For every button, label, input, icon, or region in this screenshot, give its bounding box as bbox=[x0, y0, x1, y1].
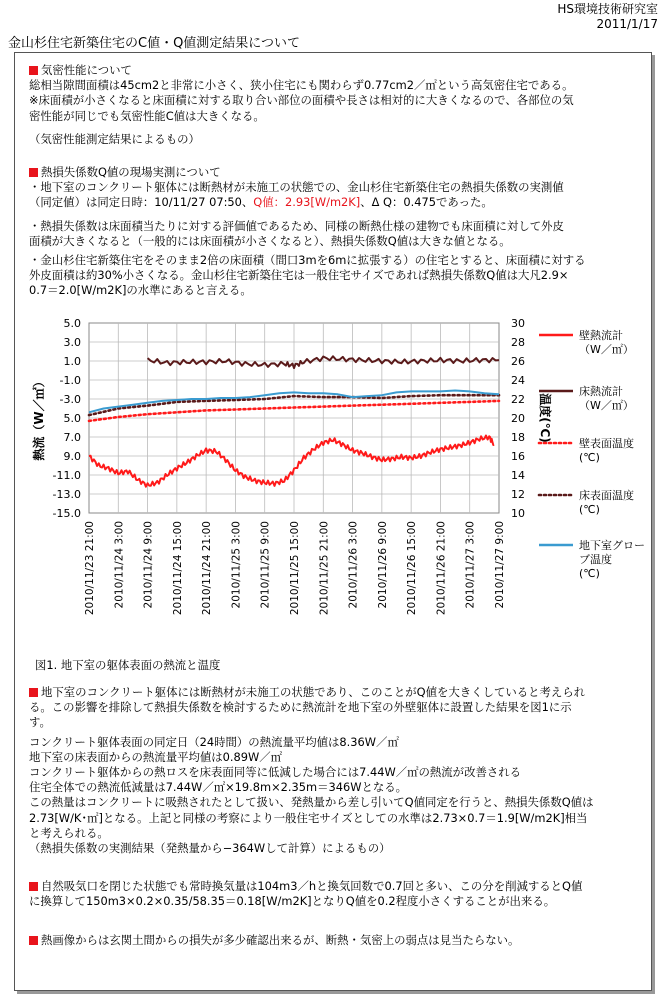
text-line: ・熱損失係数は床面積当たりに対する評価値であるため、同様の断熱仕様の建物でも床面積に対して外皮 bbox=[29, 218, 564, 233]
red-square-bullet-icon bbox=[29, 688, 38, 697]
header-meta bbox=[557, 2, 658, 32]
legend-label: 壁表面温度 bbox=[579, 437, 634, 450]
y-tick-label: 3.0 bbox=[63, 336, 81, 349]
text-line: 面積が大きくなると（一般的には床面積が小さくなると）、熱損失係数Q値は大きな値となる。 bbox=[29, 233, 511, 248]
legend-label: （W／㎡） bbox=[579, 399, 634, 412]
x-tick-label: 2010/11/24 3:00 bbox=[113, 521, 126, 609]
x-tick-label: 2010/11/24 15:00 bbox=[171, 521, 184, 616]
legend-label: (℃) bbox=[579, 451, 600, 464]
y2-tick-label: 16 bbox=[511, 450, 525, 463]
org-name: HS環境技術研究室 bbox=[557, 2, 658, 16]
text-line: コンクリート躯体からの熱ロスを床表面同等に低減した場合には7.44W／㎡の熱流が改善される bbox=[29, 765, 522, 780]
section-thermal-image bbox=[29, 933, 639, 948]
text-line: ・地下室のコンクリート躯体には断熱材が未施工の状態での、金山杉住宅新築住宅の熱損失係数の実測値 bbox=[29, 180, 564, 195]
legend-label: 床熱流計 bbox=[579, 385, 623, 398]
section-airtightness bbox=[29, 63, 639, 147]
legend-label: (℃) bbox=[579, 503, 600, 516]
y2-tick-label: 20 bbox=[511, 412, 525, 425]
legend-label: 床表面温度 bbox=[579, 489, 634, 502]
section-basement-concrete bbox=[29, 685, 639, 856]
y-axis-label: 熱流（W／㎡） bbox=[32, 375, 46, 461]
y2-tick-label: 22 bbox=[511, 393, 525, 406]
y2-tick-label: 28 bbox=[511, 336, 525, 349]
legend-label: （W／㎡） bbox=[579, 343, 634, 356]
y2-tick-label: 14 bbox=[511, 469, 525, 482]
y-tick-label: 5.0 bbox=[63, 412, 81, 425]
section-heading bbox=[29, 933, 639, 948]
heading-text: 熱損失係数Q値の現場実測について bbox=[41, 165, 221, 179]
legend-label: ブ温度 bbox=[579, 553, 612, 566]
x-tick-label: 2010/11/26 15:00 bbox=[406, 521, 419, 616]
text-line: に換算して150m3×0.2×0.35/58.35＝0.18[W/m2K]となりQ値を0.2程度小さくすることが出来る。 bbox=[29, 894, 556, 909]
section-heading bbox=[29, 685, 639, 700]
y-tick-label: 5.0 bbox=[63, 317, 81, 330]
text-line: 2.73[W/K･㎡]となる。上記と同様の考察により一般住宅サイズとしての水準は2.73×0.7＝1.9[W/m2K]相当 bbox=[29, 810, 588, 825]
doc-title: 金山杉住宅新築住宅のC値・Q値測定結果について bbox=[8, 36, 301, 51]
y-tick-label: 9.0 bbox=[63, 450, 81, 463]
figure-caption: 図1. 地下室の躯体表面の熱流と温度 bbox=[35, 658, 221, 672]
x-tick-label: 2010/11/24 21:00 bbox=[201, 521, 214, 616]
y2-tick-label: 10 bbox=[511, 507, 525, 520]
y-tick-label: -15.0 bbox=[52, 507, 81, 520]
y2-tick-label: 30 bbox=[511, 317, 525, 330]
text-line: （熱損失係数の実測結果（発熱量から−364Wして計算）によるもの） bbox=[29, 841, 391, 856]
x-tick-label: 2010/11/25 9:00 bbox=[259, 521, 272, 609]
y-tick-label: 1.0 bbox=[63, 355, 81, 368]
doc-date: 2011/1/17 bbox=[596, 17, 658, 31]
x-tick-label: 2010/11/26 9:00 bbox=[376, 521, 389, 609]
red-square-bullet-icon bbox=[29, 936, 38, 945]
section-ventilation bbox=[29, 879, 639, 909]
y-tick-label: -11.0 bbox=[52, 469, 81, 482]
text-line: 地下室の床表面からの熱流量平均値は0.89W／㎡ bbox=[29, 749, 283, 764]
y-tick-label: -13.0 bbox=[52, 488, 81, 501]
y2-tick-label: 24 bbox=[511, 374, 525, 387]
red-square-bullet-icon bbox=[29, 168, 38, 177]
text-line: この熱量はコンクリートに吸熱されたとして扱い、発熱量から差し引いてQ値同定を行うと、熱損失係数Q値は bbox=[29, 795, 594, 810]
y2-tick-label: 26 bbox=[511, 355, 525, 368]
x-tick-label: 2010/11/27 3:00 bbox=[464, 521, 477, 609]
red-square-bullet-icon bbox=[29, 882, 38, 891]
x-tick-label: 2010/11/25 21:00 bbox=[318, 521, 331, 616]
x-tick-label: 2010/11/25 3:00 bbox=[230, 521, 243, 609]
text-span: 、Δ Q：0.475であった。 bbox=[360, 195, 493, 210]
y2-tick-label: 12 bbox=[511, 488, 525, 501]
text-line: 住宅全体での熱流低減量は7.44W／㎡×19.8m×2.35m＝346Wとなる。 bbox=[29, 780, 408, 795]
section-heading bbox=[29, 879, 639, 894]
heading-text: 地下室のコンクリート躯体には断熱材が未施工の状態であり、このことがQ値を大きくしていると考えられ bbox=[41, 685, 586, 699]
section-q-value bbox=[29, 165, 639, 299]
text-line: ※床面積が小さくなると床面積に対する取り合い部位の面積や長さは相対的に大きくなるので、各部位の気 bbox=[29, 93, 574, 108]
text-line: ・金山杉住宅新築住宅をそのまま2倍の床面積（間口3mを6mに拡張する）の住宅とすると、床面積に対する bbox=[29, 253, 586, 268]
x-tick-label: 2010/11/27 9:00 bbox=[494, 521, 506, 609]
y-tick-label: -1.0 bbox=[59, 374, 81, 387]
text-line: す。 bbox=[29, 715, 51, 730]
heat-flow-temperature-chart bbox=[29, 313, 649, 653]
y2-axis-label: 温度(℃) bbox=[538, 393, 552, 443]
x-tick-label: 2010/11/24 9:00 bbox=[142, 521, 155, 609]
heading-text: 気密性能について bbox=[41, 63, 132, 77]
text-line: 密性能が同じでも気密性能C値は大きくなる。 bbox=[29, 108, 265, 123]
q-value-highlight: Q値：2.93[W/m2K] bbox=[253, 195, 361, 210]
content-panel bbox=[14, 52, 652, 991]
text-line: 総相当隙間面積は45cm2と非常に小さく、狭小住宅にも関わらず0.77cm2／㎡という高気密住宅である。 bbox=[29, 78, 574, 93]
y-tick-label: 7.0 bbox=[63, 431, 81, 444]
x-tick-label: 2010/11/26 21:00 bbox=[435, 521, 448, 616]
x-tick-label: 2010/11/23 21:00 bbox=[84, 521, 96, 616]
legend-label: 壁熱流計 bbox=[579, 329, 623, 342]
text-line bbox=[29, 195, 639, 210]
x-tick-label: 2010/11/25 15:00 bbox=[289, 521, 301, 616]
text-line: る。この影響を排除して熱損失係数を検討するために熱流計を地下室の外壁躯体に設置した結果を図1に示 bbox=[29, 700, 572, 715]
text-line: コンクリート躯体表面の同定日（24時間）の熱流量平均値は8.36W／㎡ bbox=[29, 734, 399, 749]
red-square-bullet-icon bbox=[29, 66, 38, 75]
x-tick-label: 2010/11/26 3:00 bbox=[347, 521, 360, 609]
legend-label: (℃) bbox=[579, 567, 600, 580]
text-span: （同定値）は同定日時：10/11/27 07:50、 bbox=[29, 195, 254, 210]
legend-label: 地下室グロー bbox=[579, 539, 645, 552]
text-line: 外皮面積は約30%小さくなる。金山杉住宅新築住宅は一般住宅サイズであれば熱損失係数Q値は大凡2.9× bbox=[29, 268, 569, 283]
heading-text: 熱画像からは玄関土間からの損失が多少確認出来るが、断熱・気密上の弱点は見当たらない。 bbox=[41, 933, 520, 947]
section-heading bbox=[29, 165, 639, 180]
text-line: と考えられる。 bbox=[29, 825, 109, 840]
y-tick-label: -3.0 bbox=[59, 393, 81, 406]
heading-text: 自然吸気口を閉じた状態でも常時換気量は104m3／hと換気回数で0.7回と多い、この分を削減するとQ値 bbox=[41, 879, 583, 893]
y2-tick-label: 18 bbox=[511, 431, 525, 444]
text-line: 0.7＝2.0[W/m2K]の水準にあると言える。 bbox=[29, 283, 252, 298]
section-heading bbox=[29, 63, 639, 78]
source-note: （気密性能測定結果によるもの） bbox=[29, 131, 200, 146]
